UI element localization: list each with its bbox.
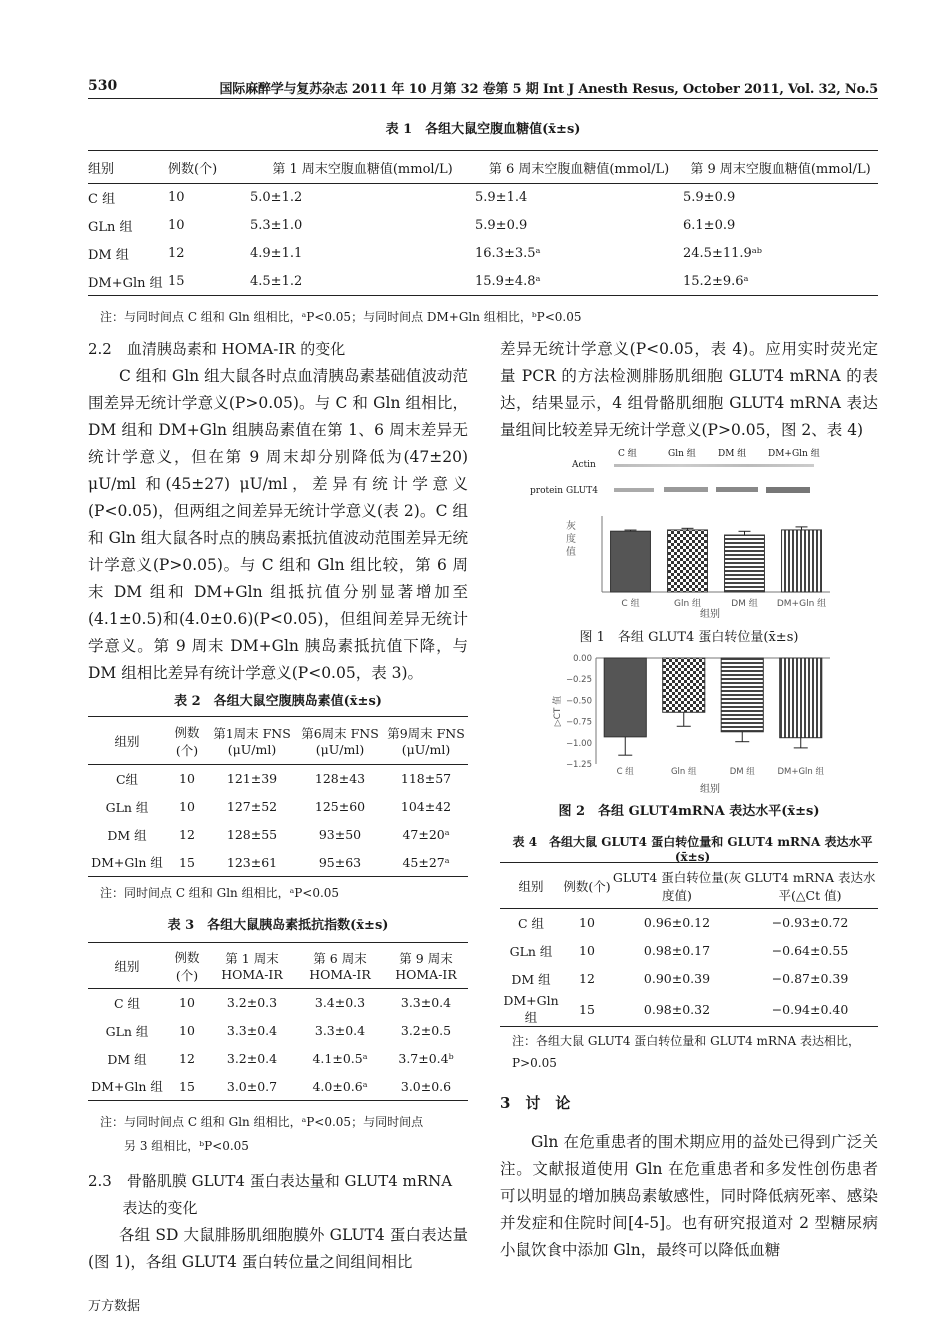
y-tick-label: 0.00	[573, 654, 592, 664]
table-cell: 5.9±1.4	[475, 190, 528, 206]
table-cell: 12	[179, 827, 195, 842]
t3-h3: 第 6 周末 HOMA-IR	[309, 951, 371, 982]
table-cell: 6.1±0.9	[683, 218, 736, 233]
left-column	[88, 336, 468, 687]
table-cell: 128±43	[314, 771, 366, 787]
table-cell: 4.9±1.1	[250, 246, 303, 261]
table-cell: 104±42	[400, 799, 452, 814]
table-cell: 3.3±0.4	[226, 1023, 278, 1038]
t1-h3: 第 6 周末空腹血糖值(mmol/L)	[488, 161, 670, 177]
table-cell: 16.3±3.5ᵃ	[475, 246, 541, 261]
bar	[782, 530, 822, 592]
table-cell: 10	[179, 995, 195, 1011]
table-cell: 24.5±11.9ᵃᵇ	[683, 246, 762, 261]
table-cell: C 组	[113, 995, 141, 1011]
t1-h0: 组别	[88, 161, 115, 177]
table-cell: DM 组	[88, 248, 129, 263]
table-cell: DM+Gln 组	[91, 1079, 163, 1095]
table1-caption: 表 1 各组大鼠空腹血糖值(x̄±s)	[385, 122, 581, 137]
table-cell: 15.2±9.6ᵃ	[683, 273, 749, 289]
figure1-ylabel: 灰度值	[566, 521, 576, 558]
table-row	[88, 989, 468, 1017]
table-cell: 12	[168, 246, 185, 261]
table-row	[88, 765, 468, 793]
table3-note-line2: 另 3 组相比，ᵇP<0.05	[124, 1139, 249, 1153]
section-3	[500, 1090, 878, 1264]
blot-lane-dm: DM 组	[718, 449, 747, 459]
table-cell: 15.9±4.8ᵃ	[475, 273, 541, 289]
table-cell: 10	[168, 218, 185, 233]
table2-header-row	[88, 717, 468, 765]
table-cell: 95±63	[318, 854, 362, 870]
table3-note-line1: 注：与同时间点 C 组和 Gln 组相比，ᵃP<0.05；与同时间点	[100, 1115, 424, 1129]
table1-header-row	[88, 151, 878, 184]
table-cell: 127±52	[226, 799, 278, 814]
t2-h4: 第9周末 FNS (μU/ml)	[387, 726, 465, 757]
table-cell: 12	[179, 1051, 195, 1066]
table-cell: 15	[168, 273, 185, 289]
section-3-paragraph: Gln 在危重患者的围术期应用的益处已得到广泛关注。文献报道使用 Gln 在危重患者和多发性创伤患者可以明显的增加胰岛素敏感性，同时降低病死率、感染并发症和住院时间[4-5]。也有研究报道对 2 型糖尿病小鼠饮食中添加 Gln，最终可以降低血糖	[500, 1133, 878, 1259]
table-cell: DM 组	[511, 971, 551, 987]
table-cell: 15	[179, 1078, 195, 1094]
t1-h4: 第 9 周末空腹血糖值(mmol/L)	[690, 161, 871, 177]
bar	[725, 535, 765, 592]
table-cell: 45±27ᵃ	[402, 854, 450, 870]
western-blot	[510, 446, 840, 502]
journal-info: 国际麻醉学与复苏杂志 2011 年 10 月第 32 卷第 5 期 Int J Anesth Resus, October 2011, Vol. 32, No.5	[219, 82, 878, 97]
table3-header-row	[88, 943, 468, 989]
table-cell: C组	[115, 771, 139, 787]
table-cell: DM 组	[107, 827, 147, 843]
blot-lane-dmgln: DM+Gln 组	[768, 449, 820, 459]
t4-h3: GLUT4 mRNA 表达水平(△Ct 值)	[744, 869, 876, 903]
table4-header-row	[500, 863, 878, 909]
y-tick-label: −1.25	[565, 760, 592, 770]
table-cell: 125±60	[314, 799, 366, 814]
section-2-3-heading-line1: 2.3 骨骼肌膜 GLUT4 蛋白表达量和 GLUT4 mRNA	[88, 1172, 453, 1190]
table-cell: 3.7±0.4ᵇ	[398, 1051, 454, 1066]
table-cell: 118±57	[400, 771, 452, 787]
footer-source: 万方数据	[88, 1299, 141, 1314]
table-cell: 3.2±0.5	[400, 1023, 452, 1038]
y-tick-label: −0.25	[565, 675, 592, 686]
table-cell: GLn 组	[509, 943, 553, 959]
bar	[780, 658, 822, 738]
t1-h1: 例数(个)	[168, 161, 218, 177]
table1	[88, 150, 878, 296]
figure1-caption: 图 1 各组 GLUT4 蛋白转位量(x̄±s)	[579, 630, 799, 645]
x-tick-label: DM+Gln 组	[776, 599, 827, 609]
table-cell: 3.2±0.3	[226, 995, 278, 1011]
glut4-band-dm	[716, 487, 758, 492]
t2-h0: 组别	[114, 733, 140, 749]
y-tick-label: −0.50	[565, 696, 592, 707]
table-cell: 0.98±0.17	[643, 943, 711, 958]
table-cell: DM 组	[107, 1051, 147, 1067]
figure1-chart	[560, 510, 840, 620]
section-3-heading: 3 讨 论	[500, 1094, 571, 1112]
t3-h4: 第 9 周末 HOMA-IR	[395, 951, 457, 982]
t1-h2: 第 1 周末空腹血糖值(mmol/L)	[272, 161, 453, 177]
bar	[668, 530, 708, 592]
table2	[88, 716, 468, 877]
table-cell: 123±61	[226, 854, 278, 870]
glut4-band-c	[614, 488, 654, 492]
table-cell: 47±20ᵃ	[402, 827, 450, 842]
figure2-caption: 图 2 各组 GLUT4mRNA 表达水平(x̄±s)	[558, 804, 820, 819]
blot-row-glut4: protein GLUT4	[530, 486, 598, 496]
table-row	[88, 793, 468, 821]
x-tick-label: DM+Gln 组	[777, 767, 825, 777]
table-row	[88, 1045, 468, 1073]
table-row	[500, 965, 878, 993]
table-row	[500, 937, 878, 965]
glut4-band-gln	[664, 487, 708, 492]
figure1-xlabel: 组别	[700, 609, 720, 620]
blot-lane-c: C 组	[618, 449, 637, 459]
table-cell: DM+Gln 组	[503, 992, 559, 1025]
table-row	[88, 1073, 468, 1101]
x-tick-label: C 组	[616, 767, 634, 777]
figure2-chart	[540, 650, 840, 790]
table-row	[88, 849, 468, 877]
table-cell: 4.5±1.2	[250, 273, 303, 289]
table-cell: 3.0±0.6	[400, 1078, 452, 1094]
t4-h2: GLUT4 蛋白转位量(灰度值)	[612, 869, 742, 903]
table3-caption: 表 3 各组大鼠胰岛素抵抗指数(x̄±s)	[167, 918, 389, 933]
table-cell: 3.0±0.7	[226, 1078, 278, 1094]
table-cell: 5.9±0.9	[475, 218, 528, 233]
table4	[500, 862, 878, 1027]
table-cell: 3.3±0.4	[314, 1023, 366, 1038]
table-cell: DM+Gln 组	[91, 855, 163, 871]
table-row	[500, 993, 878, 1027]
bar	[663, 658, 705, 712]
table-cell: 5.3±1.0	[250, 218, 303, 233]
table-cell: 121±39	[226, 771, 278, 787]
section-2-3	[88, 1168, 468, 1276]
table1-note: 注：与同时间点 C 组和 Gln 组相比，ᵃP<0.05；与同时间点 DM+Gln 组相比，ᵇP<0.05	[100, 310, 582, 324]
table-cell: 10	[179, 799, 195, 814]
bar	[721, 658, 763, 732]
table-cell: −0.93±0.72	[771, 915, 849, 931]
table-row	[500, 909, 878, 937]
running-header	[88, 76, 878, 99]
t3-h0: 组别	[114, 958, 140, 974]
table-cell: 10	[579, 915, 595, 931]
blot-row-actin: Actin	[572, 460, 596, 470]
table-cell: 128±55	[226, 827, 278, 842]
table-cell: 10	[179, 1023, 195, 1038]
actin-band	[614, 464, 814, 467]
t2-h2: 第1周末 FNS (μU/ml)	[213, 726, 291, 757]
table-cell: DM+Gln 组	[88, 275, 163, 291]
table3-note	[100, 1110, 468, 1158]
y-axis-label: ▷CT 值	[553, 695, 563, 727]
table-cell: 5.0±1.2	[250, 190, 303, 206]
table-cell: −0.94±0.40	[771, 1001, 849, 1017]
table-cell: 93±50	[318, 827, 362, 842]
figure2-xlabel: 组别	[700, 784, 720, 795]
y-tick-label: −1.00	[565, 738, 592, 749]
section-2-2-heading: 2.2 血清胰岛素和 HOMA-IR 的变化	[88, 340, 346, 358]
table-cell: GLn 组	[105, 1023, 149, 1039]
x-tick-label: C 组	[621, 599, 640, 609]
table3	[88, 942, 468, 1101]
table-cell: −0.64±0.55	[771, 943, 849, 958]
bar	[611, 531, 651, 592]
table-cell: 10	[168, 190, 185, 206]
table-cell: 10	[579, 943, 595, 958]
bar	[604, 658, 646, 737]
table-cell: 4.0±0.6ᵃ	[312, 1078, 368, 1094]
table-cell: 0.98±0.32	[643, 1001, 711, 1017]
x-tick-label: DM 组	[731, 599, 758, 609]
table-cell: C 组	[88, 192, 116, 208]
page-number: 530	[88, 78, 118, 94]
t2-h3: 第6周末 FNS (μU/ml)	[301, 726, 379, 757]
y-tick-label: −0.75	[565, 717, 592, 728]
t3-h1: 例数(个)	[174, 949, 200, 983]
t2-h1: 例数(个)	[174, 724, 200, 758]
table-cell: 3.2±0.4	[226, 1051, 278, 1066]
right-top-paragraph: 差异无统计学意义(P<0.05，表 4)。应用实时荧光定量 PCR 的方法检测腓肠肌细胞 GLUT4 mRNA 的表达，结果显示，4 组骨骼肌细胞 GLUT4 mRNA 表达量组间比较差异无统计学意义(P>0.05，图 2、表 4)	[500, 340, 878, 439]
table-row	[88, 821, 468, 849]
x-tick-label: DM 组	[729, 767, 755, 777]
table-cell: 0.96±0.12	[643, 915, 711, 931]
table-cell: C 组	[517, 915, 545, 931]
section-2-3-heading-line2: 表达的变化	[122, 1199, 198, 1217]
table4-note: 注：各组大鼠 GLUT4 蛋白转位量和 GLUT4 mRNA 表达相比，P>0.05	[512, 1034, 860, 1070]
x-tick-label: Gln 组	[673, 599, 702, 609]
table2-note: 注：同时间点 C 组和 Gln 组相比，ᵃP<0.05	[100, 886, 340, 900]
table-cell: 5.9±0.9	[683, 190, 736, 206]
table-cell: −0.87±0.39	[771, 971, 849, 986]
table-cell: 0.90±0.39	[643, 971, 711, 986]
table-cell: 15	[579, 1001, 595, 1017]
x-tick-label: Gln 组	[670, 767, 697, 777]
section-2-2-paragraph: C 组和 Gln 组大鼠各时点血清胰岛素基础值波动范围差异无统计学意义(P>0.05)。与 C 和 Gln 组相比，DM 组和 DM+Gln 组胰岛素值在第 1、6 周末差异无统计学意义，但在第 9 周末却分别降低为(47±20) μU/ml 和(45±27) μU/ml，差异有统计学意义(P<0.05)，但两组之间差异无统计学意义(表 2)。C 组和 Gln 组大鼠各时点的胰岛素抵抗值波动范围差异无统计学意义(P>0.05)。与 C 组和 Gln 组比较，第 6 周末 DM 组和 DM+Gln 组抵抗值分别显著增加至(4.1±0.5)和(4.0±0.6)(P<0.05)，但组间差异无统计学意义。第 9 周末 DM+Gln 胰岛素抵抗值下降，与 DM 组相比差异有统计学意义(P<0.05，表 3)。	[88, 367, 468, 682]
table-row	[88, 268, 878, 296]
table-row	[88, 184, 878, 212]
table-cell: 3.4±0.3	[314, 995, 366, 1011]
section-2-3-paragraph: 各组 SD 大鼠腓肠肌细胞膜外 GLUT4 蛋白表达量(图 1)，各组 GLUT4 蛋白转位量之间组间相比	[88, 1226, 468, 1271]
table-cell: 12	[579, 971, 595, 986]
table-cell: GLn 组	[88, 220, 133, 235]
t4-h0: 组别	[518, 878, 544, 894]
table-cell: GLn 组	[105, 799, 149, 815]
table-row	[88, 212, 878, 240]
t3-h2: 第 1 周末 HOMA-IR	[221, 951, 283, 982]
table-cell: 10	[179, 771, 195, 787]
table-row	[88, 1017, 468, 1045]
table-row	[88, 240, 878, 268]
table-cell: 3.3±0.4	[400, 995, 452, 1011]
table-cell: 15	[179, 854, 195, 870]
glut4-band-dmgln	[766, 487, 810, 493]
t4-h1: 例数(个)	[563, 878, 611, 894]
table2-caption: 表 2 各组大鼠空腹胰岛素值(x̄±s)	[174, 694, 382, 709]
table4-caption: 表 4 各组大鼠 GLUT4 蛋白转位量和 GLUT4 mRNA 表达水平(x̄±s)	[512, 835, 873, 864]
blot-lane-gln: Gln 组	[668, 449, 696, 459]
table-cell: 4.1±0.5ᵃ	[312, 1051, 368, 1066]
